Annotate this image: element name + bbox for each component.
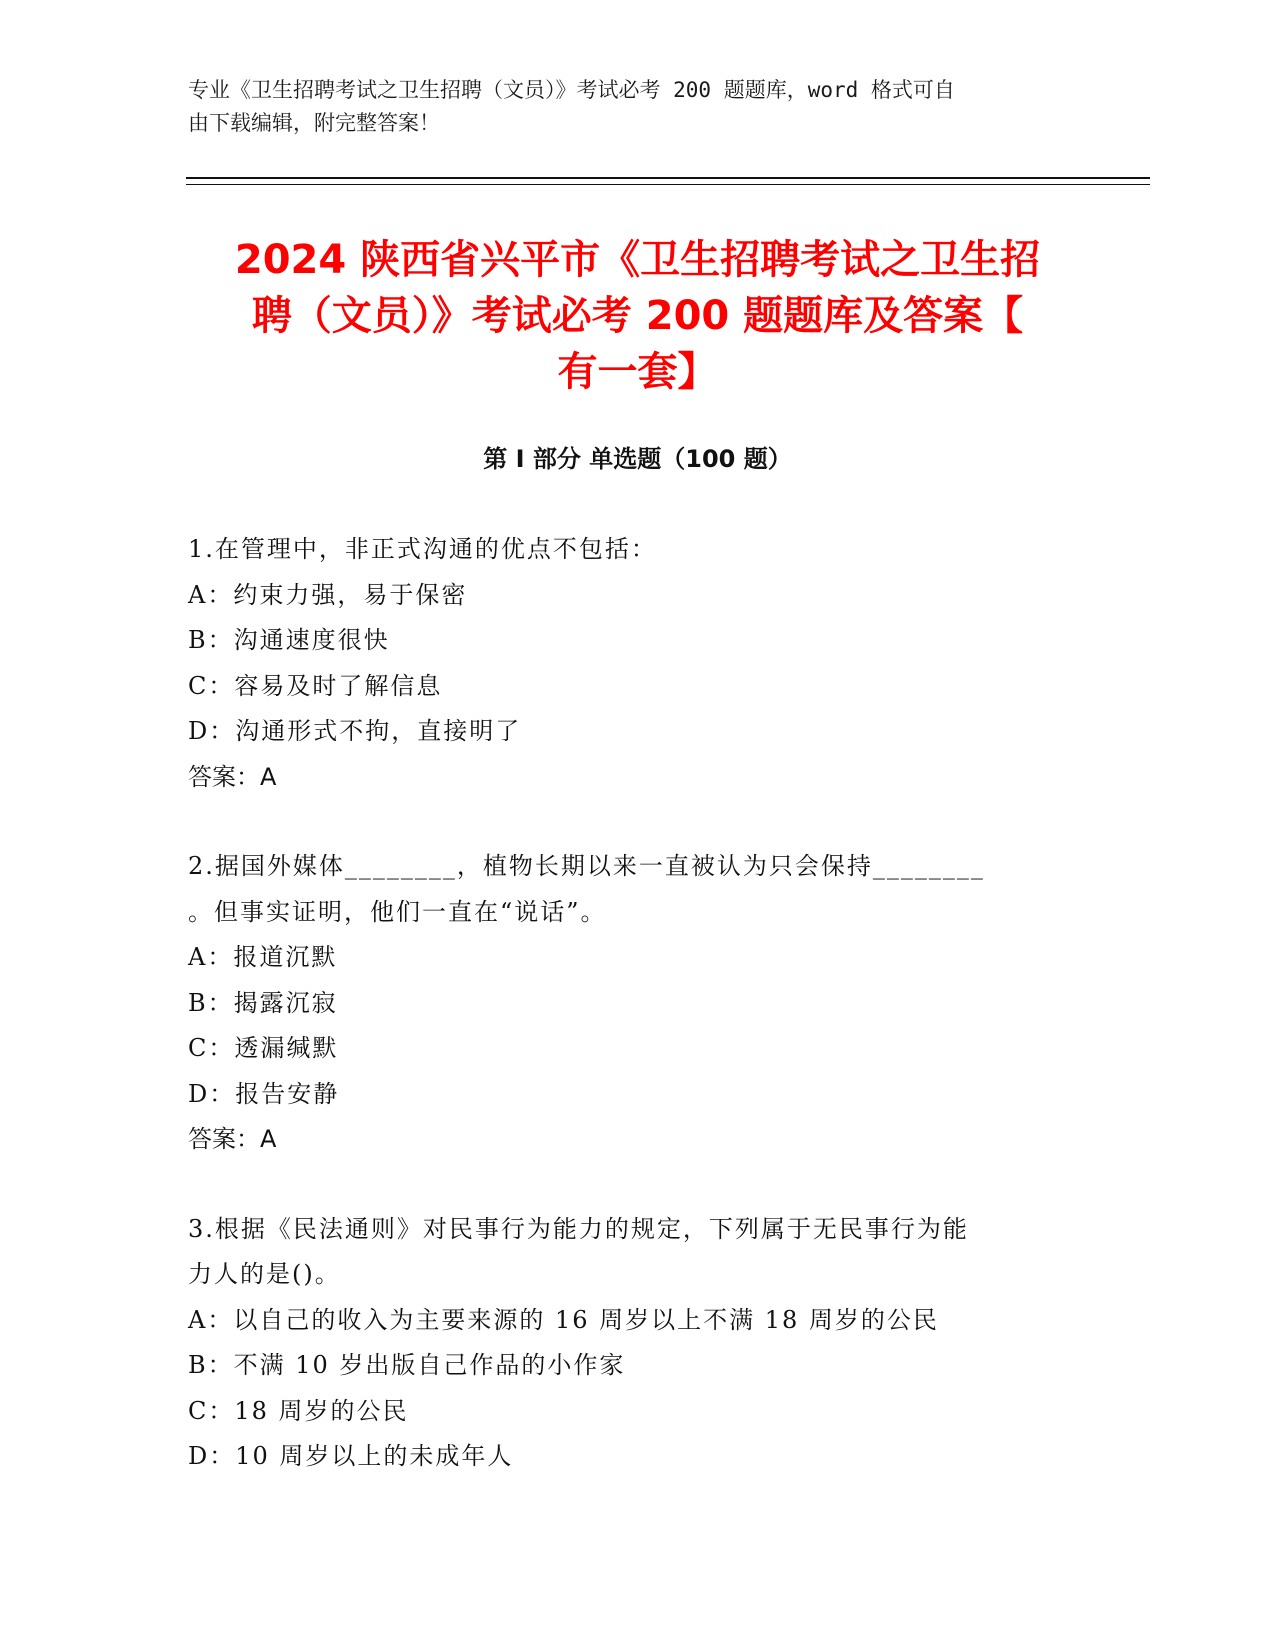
option-b: B：不满 10 岁出版自己作品的小作家: [188, 1351, 626, 1379]
question-list: [188, 527, 1068, 1524]
option-c: C：18 周岁的公民: [188, 1396, 409, 1425]
option-c: C：透漏缄默: [188, 1034, 339, 1062]
question-stem: 1.在管理中，非正式沟通的优点不包括：: [188, 535, 657, 563]
title-line-1: 2024 陕西省兴平市《卫生招聘考试之卫生招: [234, 237, 1041, 283]
question-2: [188, 844, 1068, 1163]
question-stem-continued: 。但事实证明，他们一直在“说话”。: [188, 897, 607, 926]
option-d: D：报告安静: [188, 1079, 340, 1108]
answer: 答案：A: [188, 762, 277, 791]
header-divider-thick: [186, 177, 1150, 179]
header-divider-thin: [186, 184, 1150, 185]
option-a: A：报道沉默: [188, 943, 338, 971]
option-b: B：揭露沉寂: [188, 988, 338, 1017]
option-d: D：沟通形式不拘，直接明了: [188, 717, 522, 745]
question-stem: 3.根据《民法通则》对民事行为能力的规定，下列属于无民事行为能: [188, 1214, 969, 1243]
option-a: A：以自己的收入为主要来源的 16 周岁以上不满 18 周岁的公民: [188, 1305, 939, 1334]
section-title: 第 I 部分 单选题（100 题）: [483, 445, 792, 473]
question-stem: 2.据国外媒体________，植物长期以来一直被认为只会保持________: [188, 852, 985, 880]
option-a: A：约束力强，易于保密: [188, 580, 468, 609]
question-stem-continued: 力人的是()。: [188, 1260, 341, 1288]
document-title: [150, 232, 1125, 400]
header-line-1: 专业《卫生招聘考试之卫生招聘（文员）》考试必考 200 题题库，word 格式可自: [188, 78, 955, 102]
answer: 答案：A: [188, 1125, 277, 1153]
question-3: [188, 1207, 1068, 1480]
option-d: D：10 周岁以上的未成年人: [188, 1442, 514, 1470]
title-line-3: 有一套】: [557, 349, 718, 395]
option-b: B：沟通速度很快: [188, 626, 390, 654]
title-line-2: 聘（文员）》考试必考 200 题题库及答案【: [251, 293, 1024, 339]
option-c: C：容易及时了解信息: [188, 671, 443, 700]
header-line-2: 由下载编辑，附完整答案！: [188, 111, 440, 135]
document-header: [188, 74, 1068, 140]
question-1: [188, 527, 1068, 800]
